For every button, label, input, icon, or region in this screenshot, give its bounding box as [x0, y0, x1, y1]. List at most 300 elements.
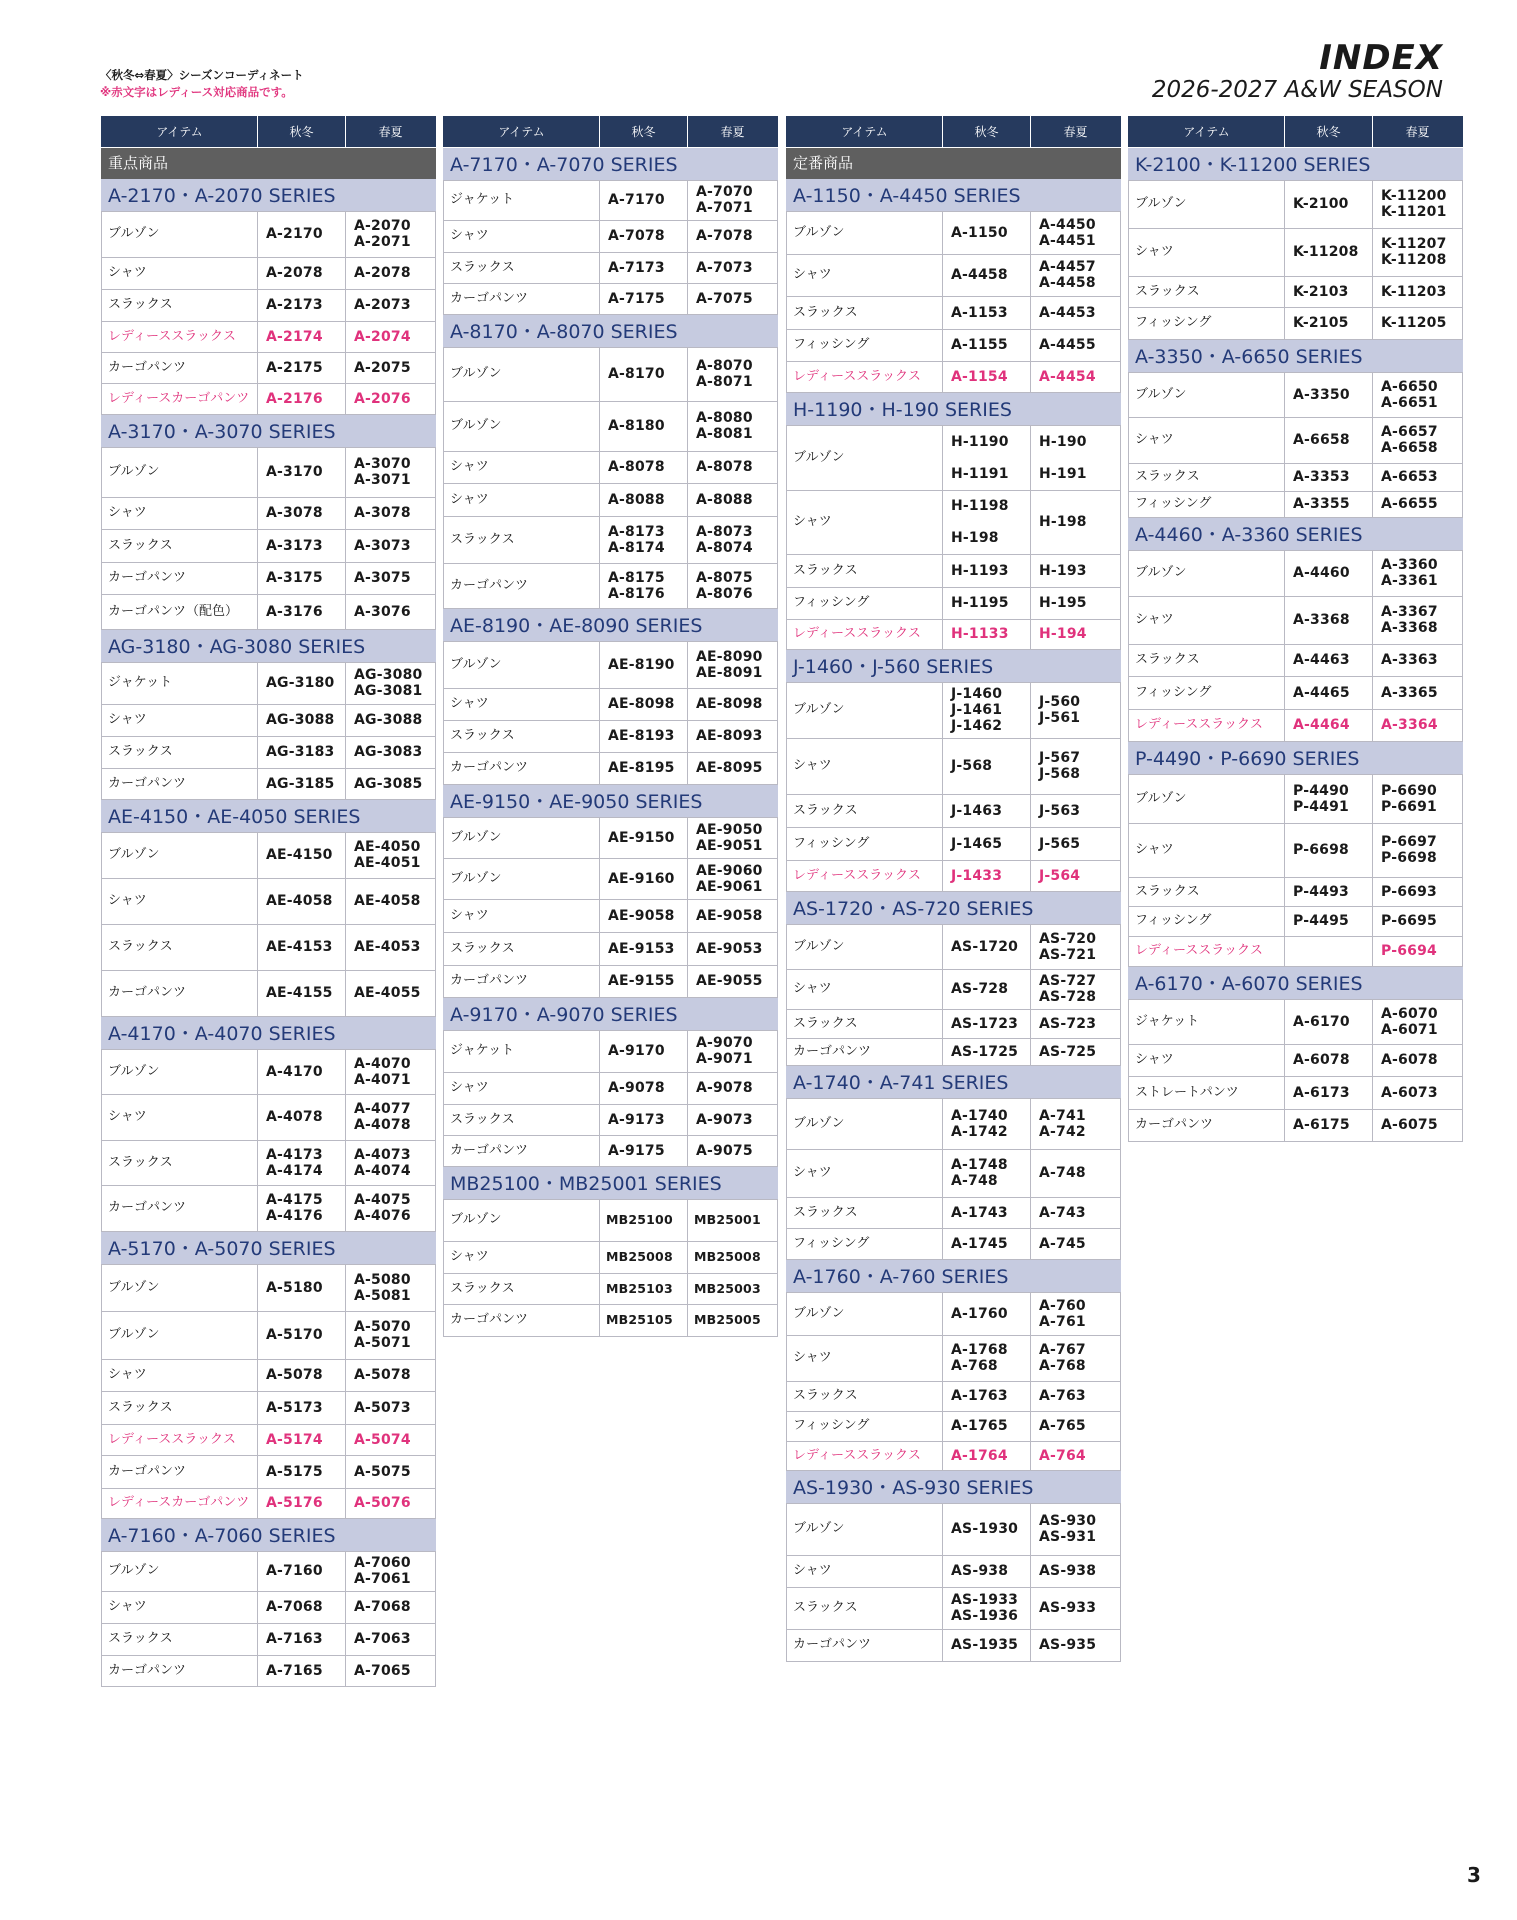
item-cell: ブルゾン	[1129, 550, 1285, 596]
aw-code-cell: H-1193	[943, 554, 1031, 587]
item-cell: フィッシング	[1129, 676, 1285, 709]
series-header	[102, 1518, 436, 1551]
ss-code-cell: A-7078	[688, 220, 778, 252]
item-cell: ブルゾン	[787, 924, 943, 969]
aw-code-cell: K-11208	[1285, 228, 1373, 276]
table-row	[102, 1591, 436, 1623]
table-row	[102, 832, 436, 878]
series-label: P-4490・P-6690 SERIES	[1129, 741, 1463, 774]
ss-code-cell: AS-935	[1031, 1629, 1121, 1661]
aw-code-cell: AS-938	[943, 1555, 1031, 1587]
aw-code-cell: A-8180	[600, 401, 688, 451]
aw-code-cell: AE-9153	[600, 932, 688, 965]
table-row	[787, 490, 1121, 554]
aw-code-cell: AE-4058	[258, 878, 346, 924]
aw-code-cell: A-7160	[258, 1551, 346, 1591]
series-header	[787, 1470, 1121, 1503]
table-row	[102, 211, 436, 257]
item-cell: ブルゾン	[787, 1292, 943, 1335]
aw-code-cell: H-1198 H-198	[943, 490, 1031, 554]
series-label: A-1760・A-760 SERIES	[787, 1259, 1121, 1292]
aw-code-cell: A-6170	[1285, 999, 1373, 1044]
item-cell: カーゴパンツ	[102, 352, 258, 383]
aw-code-cell: A-2078	[258, 257, 346, 289]
ss-code-cell: A-5075	[346, 1455, 436, 1488]
aw-code-cell: A-2174	[258, 321, 346, 352]
table-row	[1129, 936, 1463, 966]
aw-code-cell: A-8170	[600, 347, 688, 401]
item-cell: ブルゾン	[102, 1049, 258, 1094]
aw-code-cell: A-1764	[943, 1441, 1031, 1470]
aw-code-cell: A-4078	[258, 1094, 346, 1140]
aw-code-cell: A-5170	[258, 1311, 346, 1359]
item-cell: シャツ	[1129, 228, 1285, 276]
aw-code-cell: A-1748 A-748	[943, 1149, 1031, 1197]
page-title: INDEX	[1319, 38, 1443, 78]
ss-code-cell: A-760 A-761	[1031, 1292, 1121, 1335]
aw-code-cell: A-1745	[943, 1228, 1031, 1259]
aw-code-cell: AS-1935	[943, 1629, 1031, 1661]
table-row	[102, 1623, 436, 1655]
table-row	[787, 1098, 1121, 1149]
ss-code-cell: AE-9053	[688, 932, 778, 965]
item-cell: シャツ	[787, 1149, 943, 1197]
aw-code-cell: A-5175	[258, 1455, 346, 1488]
table-row	[444, 283, 778, 314]
table-row	[444, 1072, 778, 1104]
item-cell: フィッシング	[787, 1228, 943, 1259]
aw-code-cell: A-1765	[943, 1411, 1031, 1441]
item-cell: スラックス	[1129, 276, 1285, 307]
ss-code-cell: AE-4058	[346, 878, 436, 924]
table-row	[1129, 1044, 1463, 1076]
table-row	[787, 1228, 1121, 1259]
ss-code-cell: A-8073 A-8074	[688, 516, 778, 563]
aw-code-cell: A-3353	[1285, 463, 1373, 491]
ss-code-cell: A-764	[1031, 1441, 1121, 1470]
aw-code-cell: A-4175 A-4176	[258, 1185, 346, 1231]
table-row	[444, 180, 778, 220]
aw-code-cell: A-4463	[1285, 644, 1373, 676]
aw-code-cell: A-1154	[943, 361, 1031, 392]
table-row	[787, 329, 1121, 361]
ss-code-cell: AS-933	[1031, 1587, 1121, 1629]
ss-code-cell: P-6697 P-6698	[1373, 823, 1463, 877]
ss-code-cell: H-195	[1031, 587, 1121, 619]
aw-code-cell: A-6175	[1285, 1109, 1373, 1141]
header-item: アイテム	[444, 116, 600, 147]
item-cell: レディーススラックス	[787, 619, 943, 649]
ss-code-cell: H-198	[1031, 490, 1121, 554]
ss-code-cell: A-4073 A-4074	[346, 1140, 436, 1185]
item-cell: スラックス	[787, 554, 943, 587]
index-table	[443, 116, 778, 1337]
ss-code-cell: A-7070 A-7071	[688, 180, 778, 220]
item-cell: シャツ	[1129, 596, 1285, 644]
ss-code-cell: A-6073	[1373, 1076, 1463, 1109]
aw-code-cell: A-7163	[258, 1623, 346, 1655]
ss-code-cell: A-6655	[1373, 491, 1463, 517]
item-cell: レディーススラックス	[787, 361, 943, 392]
table-row	[444, 1273, 778, 1304]
table-row	[102, 736, 436, 768]
table-row	[1129, 491, 1463, 517]
item-cell: フィッシング	[1129, 906, 1285, 936]
item-cell: カーゴパンツ	[102, 1655, 258, 1686]
table-row	[102, 662, 436, 704]
ss-code-cell: AE-9058	[688, 899, 778, 932]
ss-code-cell: AE-9060 AE-9061	[688, 858, 778, 899]
item-cell: シャツ	[787, 1555, 943, 1587]
series-header	[787, 178, 1121, 211]
item-cell: シャツ	[444, 1241, 600, 1273]
item-cell: ブルゾン	[102, 832, 258, 878]
series-header	[444, 784, 778, 817]
ss-code-cell: H-194	[1031, 619, 1121, 649]
category-label: 定番商品	[787, 147, 1121, 178]
table-row	[787, 794, 1121, 827]
item-cell: ブルゾン	[444, 401, 600, 451]
aw-code-cell: AE-9058	[600, 899, 688, 932]
item-cell: スラックス	[444, 1104, 600, 1135]
aw-code-cell: A-7165	[258, 1655, 346, 1686]
aw-code-cell: AE-8190	[600, 641, 688, 688]
aw-code-cell: P-4490 P-4491	[1285, 774, 1373, 823]
table-row	[444, 1135, 778, 1166]
aw-code-cell: A-9170	[600, 1030, 688, 1072]
ss-code-cell: A-5073	[346, 1391, 436, 1424]
aw-code-cell: A-1740 A-1742	[943, 1098, 1031, 1149]
item-cell: ブルゾン	[102, 1264, 258, 1311]
ss-code-cell: A-7065	[346, 1655, 436, 1686]
ss-code-cell: A-743	[1031, 1197, 1121, 1228]
table-row	[1129, 1076, 1463, 1109]
ss-code-cell: A-3073	[346, 529, 436, 562]
index-column-4	[1128, 116, 1462, 1142]
ss-code-cell: J-565	[1031, 827, 1121, 860]
aw-code-cell: AE-8193	[600, 720, 688, 752]
ss-code-cell: A-8078	[688, 451, 778, 483]
item-cell: カーゴパンツ	[102, 970, 258, 1016]
table-row	[787, 1335, 1121, 1381]
table-row	[787, 1555, 1121, 1587]
item-cell: カーゴパンツ	[102, 562, 258, 594]
ss-code-cell: A-3365	[1373, 676, 1463, 709]
table-row	[102, 1049, 436, 1094]
aw-code-cell	[1285, 936, 1373, 966]
table-row	[787, 554, 1121, 587]
table-row	[444, 1304, 778, 1336]
item-cell: ジャケット	[102, 662, 258, 704]
ss-code-cell: AS-723	[1031, 1009, 1121, 1038]
item-cell: フィッシング	[1129, 491, 1285, 517]
table-row	[1129, 463, 1463, 491]
category-header	[787, 147, 1121, 178]
table-header-row	[787, 116, 1121, 147]
aw-code-cell: A-8173 A-8174	[600, 516, 688, 563]
table-row	[1129, 1109, 1463, 1141]
aw-code-cell: A-6658	[1285, 417, 1373, 463]
ladies-note: ※赤文字はレディース対応商品です。	[100, 85, 293, 99]
header-item: アイテム	[102, 116, 258, 147]
ss-code-cell: A-2078	[346, 257, 436, 289]
aw-code-cell: A-3170	[258, 447, 346, 497]
table-row	[102, 562, 436, 594]
table-row	[444, 1104, 778, 1135]
table-row	[102, 768, 436, 799]
aw-code-cell: A-3078	[258, 497, 346, 529]
table-row	[102, 1311, 436, 1359]
aw-code-cell: H-1190 H-1191	[943, 425, 1031, 490]
aw-code-cell: AS-1725	[943, 1038, 1031, 1065]
table-row	[1129, 774, 1463, 823]
item-cell: レディースカーゴパンツ	[102, 383, 258, 414]
table-row	[102, 1488, 436, 1518]
item-cell: ブルゾン	[102, 447, 258, 497]
item-cell: シャツ	[787, 1335, 943, 1381]
aw-code-cell: MB25105	[600, 1304, 688, 1336]
ss-code-cell: AE-8093	[688, 720, 778, 752]
table-row	[444, 563, 778, 608]
aw-code-cell: A-4465	[1285, 676, 1373, 709]
table-header-row	[444, 116, 778, 147]
aw-code-cell: J-1433	[943, 860, 1031, 891]
ss-code-cell: A-5070 A-5071	[346, 1311, 436, 1359]
item-cell: スラックス	[1129, 877, 1285, 906]
table-row	[787, 1441, 1121, 1470]
aw-code-cell: AE-8098	[600, 688, 688, 720]
ss-code-cell: A-745	[1031, 1228, 1121, 1259]
aw-code-cell: A-7173	[600, 252, 688, 283]
table-row	[102, 1391, 436, 1424]
ss-code-cell: A-8080 A-8081	[688, 401, 778, 451]
aw-code-cell: A-2176	[258, 383, 346, 414]
item-cell: スラックス	[102, 924, 258, 970]
series-label: AG-3180・AG-3080 SERIES	[102, 629, 436, 662]
ss-code-cell: A-767 A-768	[1031, 1335, 1121, 1381]
table-row	[102, 321, 436, 352]
aw-code-cell: AE-4150	[258, 832, 346, 878]
table-row	[787, 1292, 1121, 1335]
table-row	[1129, 180, 1463, 228]
ss-code-cell: A-7063	[346, 1623, 436, 1655]
series-header	[444, 147, 778, 180]
series-label: A-4170・A-4070 SERIES	[102, 1016, 436, 1049]
table-row	[787, 296, 1121, 329]
ss-code-cell: A-7073	[688, 252, 778, 283]
aw-code-cell: MB25008	[600, 1241, 688, 1273]
series-label: K-2100・K-11200 SERIES	[1129, 147, 1463, 180]
aw-code-cell: A-4458	[943, 254, 1031, 296]
item-cell: シャツ	[102, 1094, 258, 1140]
item-cell: シャツ	[787, 254, 943, 296]
item-cell: カーゴパンツ	[444, 965, 600, 997]
table-row	[1129, 276, 1463, 307]
item-cell: スラックス	[444, 516, 600, 563]
item-cell: シャツ	[444, 899, 600, 932]
ss-code-cell: A-8088	[688, 483, 778, 516]
table-row	[102, 1140, 436, 1185]
item-cell: カーゴパンツ	[787, 1038, 943, 1065]
index-table	[786, 116, 1121, 1662]
aw-code-cell: A-2173	[258, 289, 346, 321]
aw-code-cell: A-9173	[600, 1104, 688, 1135]
table-row	[102, 529, 436, 562]
table-row	[787, 1503, 1121, 1555]
series-label: A-9170・A-9070 SERIES	[444, 997, 778, 1030]
aw-code-cell: A-3175	[258, 562, 346, 594]
table-row	[787, 1149, 1121, 1197]
ss-code-cell: A-3364	[1373, 709, 1463, 741]
aw-code-cell: A-8078	[600, 451, 688, 483]
item-cell: ブルゾン	[787, 1503, 943, 1555]
table-row	[1129, 550, 1463, 596]
series-header	[444, 608, 778, 641]
table-row	[102, 1094, 436, 1140]
item-cell: カーゴパンツ	[444, 1304, 600, 1336]
table-row	[444, 720, 778, 752]
aw-code-cell: A-1768 A-768	[943, 1335, 1031, 1381]
ss-code-cell: J-560 J-561	[1031, 682, 1121, 738]
ss-code-cell: A-4070 A-4071	[346, 1049, 436, 1094]
table-row	[102, 352, 436, 383]
ss-code-cell: J-563	[1031, 794, 1121, 827]
item-cell: ブルゾン	[102, 211, 258, 257]
item-cell: シャツ	[102, 1359, 258, 1391]
ss-code-cell: A-4077 A-4078	[346, 1094, 436, 1140]
table-row	[787, 969, 1121, 1009]
table-row	[787, 1411, 1121, 1441]
aw-code-cell: AG-3088	[258, 704, 346, 736]
series-header	[444, 314, 778, 347]
table-row	[444, 965, 778, 997]
table-row	[102, 704, 436, 736]
aw-code-cell: AG-3180	[258, 662, 346, 704]
ss-code-cell: P-6693	[1373, 877, 1463, 906]
aw-code-cell: A-9175	[600, 1135, 688, 1166]
table-row	[102, 1455, 436, 1488]
aw-code-cell: A-3173	[258, 529, 346, 562]
aw-code-cell: A-8088	[600, 483, 688, 516]
aw-code-cell: J-1465	[943, 827, 1031, 860]
item-cell: スラックス	[787, 296, 943, 329]
table-row	[444, 347, 778, 401]
item-cell: ジャケット	[1129, 999, 1285, 1044]
aw-code-cell: A-5174	[258, 1424, 346, 1455]
item-cell: カーゴパンツ	[444, 283, 600, 314]
item-cell: レディーススラックス	[102, 1424, 258, 1455]
item-cell: ブルゾン	[1129, 774, 1285, 823]
item-cell: レディーススラックス	[1129, 936, 1285, 966]
page-subtitle: 2026-2027 A&W SEASON	[1151, 77, 1443, 103]
ss-code-cell: A-9073	[688, 1104, 778, 1135]
ss-code-cell: A-3078	[346, 497, 436, 529]
aw-code-cell: A-3350	[1285, 372, 1373, 417]
header-item: アイテム	[787, 116, 943, 147]
ss-code-cell: AS-727 AS-728	[1031, 969, 1121, 1009]
item-cell: シャツ	[102, 1591, 258, 1623]
aw-code-cell: AS-1723	[943, 1009, 1031, 1038]
item-cell: スラックス	[102, 529, 258, 562]
ss-code-cell: A-4455	[1031, 329, 1121, 361]
ss-code-cell: A-5078	[346, 1359, 436, 1391]
ss-code-cell: AE-9055	[688, 965, 778, 997]
header-ss: 春夏	[1373, 116, 1463, 147]
item-cell: カーゴパンツ	[102, 1455, 258, 1488]
ss-code-cell: AE-4050 AE-4051	[346, 832, 436, 878]
series-label: J-1460・J-560 SERIES	[787, 649, 1121, 682]
aw-code-cell: A-7078	[600, 220, 688, 252]
table-row	[787, 1381, 1121, 1411]
ss-code-cell: AG-3085	[346, 768, 436, 799]
item-cell: ブルゾン	[787, 425, 943, 490]
aw-code-cell: AE-9160	[600, 858, 688, 899]
aw-code-cell: A-5176	[258, 1488, 346, 1518]
item-cell: ブルゾン	[102, 1551, 258, 1591]
item-cell: ブルゾン	[1129, 372, 1285, 417]
series-label: A-7170・A-7070 SERIES	[444, 147, 778, 180]
aw-code-cell: AE-9150	[600, 817, 688, 858]
item-cell: スラックス	[787, 1009, 943, 1038]
item-cell: シャツ	[444, 688, 600, 720]
aw-code-cell: A-1760	[943, 1292, 1031, 1335]
category-label: 重点商品	[102, 147, 436, 178]
ss-code-cell: P-6694	[1373, 936, 1463, 966]
header-item: アイテム	[1129, 116, 1285, 147]
table-row	[444, 641, 778, 688]
ss-code-cell: P-6690 P-6691	[1373, 774, 1463, 823]
table-row	[444, 817, 778, 858]
ss-code-cell: A-9070 A-9071	[688, 1030, 778, 1072]
series-header	[102, 178, 436, 211]
item-cell: カーゴパンツ	[102, 768, 258, 799]
series-header	[1129, 517, 1463, 550]
ss-code-cell: K-11200 K-11201	[1373, 180, 1463, 228]
aw-code-cell: P-4495	[1285, 906, 1373, 936]
series-label: A-6170・A-6070 SERIES	[1129, 966, 1463, 999]
table-row	[787, 211, 1121, 254]
item-cell: シャツ	[102, 257, 258, 289]
aw-code-cell: J-1460 J-1461 J-1462	[943, 682, 1031, 738]
table-row	[102, 594, 436, 629]
ss-code-cell: A-6653	[1373, 463, 1463, 491]
aw-code-cell: AS-1720	[943, 924, 1031, 969]
series-label: A-1740・A-741 SERIES	[787, 1065, 1121, 1098]
ss-code-cell: A-2070 A-2071	[346, 211, 436, 257]
table-row	[1129, 596, 1463, 644]
series-label: A-1150・A-4450 SERIES	[787, 178, 1121, 211]
item-cell: カーゴパンツ	[787, 1629, 943, 1661]
ss-code-cell: A-4453	[1031, 296, 1121, 329]
table-row	[787, 1009, 1121, 1038]
aw-code-cell: A-4170	[258, 1049, 346, 1094]
aw-code-cell: A-6173	[1285, 1076, 1373, 1109]
ss-code-cell: MB25001	[688, 1199, 778, 1241]
ss-code-cell: A-6657 A-6658	[1373, 417, 1463, 463]
header-ss: 春夏	[688, 116, 778, 147]
table-row	[102, 1551, 436, 1591]
table-row	[787, 1038, 1121, 1065]
table-row	[102, 447, 436, 497]
table-row	[444, 752, 778, 784]
aw-code-cell: AE-9155	[600, 965, 688, 997]
table-row	[1129, 307, 1463, 339]
series-header	[787, 1259, 1121, 1292]
table-row	[1129, 417, 1463, 463]
item-cell: レディーススラックス	[1129, 709, 1285, 741]
item-cell: カーゴパンツ	[1129, 1109, 1285, 1141]
ss-code-cell: AS-720 AS-721	[1031, 924, 1121, 969]
